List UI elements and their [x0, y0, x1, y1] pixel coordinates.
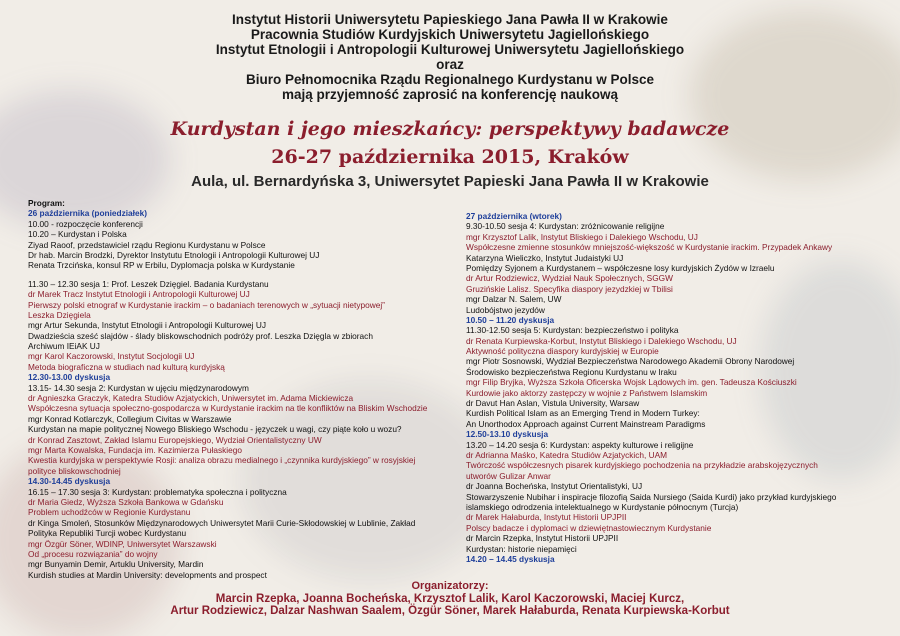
program-line: Kurdish Political Islam as an Emerging Trend in Modern Turkey: [466, 408, 700, 419]
conference-venue: Aula, ul. Bernardyńska 3, Uniwersytet Papieski Jana Pawła II w Krakowie [191, 173, 709, 190]
program-line: Polscy badacze i dyplomaci w dziewiętnastowiecznym Kurdystanie [466, 522, 712, 533]
conference-dates: 26-27 października 2015, Kraków [271, 146, 629, 168]
program-line: Pierwszy polski etnograf w Kurdystanie irackim – o badaniach terenowych w „sytuacji nietypowej” [28, 299, 385, 310]
program-line: Katarzyna Wieliczko, Instytut Judaistyki UJ [466, 252, 624, 263]
program-line: Archiwum IEiAK UJ [28, 341, 100, 352]
program-line: 13.20 – 14.20 sesja 6: Kurdystan: aspekty kulturowe i religijne [466, 439, 694, 450]
program-line: mgr Özgür Söner, WDINP, Uniwersytet Warszawski [28, 538, 217, 549]
program-line: 14.30-14.45 dyskusja [28, 476, 111, 487]
program-line: 16.15 – 17.30 sesja 3: Kurdystan: problematyka społeczna i polityczna [28, 486, 287, 497]
organizers-line: Artur Rodziewicz, Dalzar Nashwan Saalem, Özgür Söner, Marek Hałaburda, Renata Kurpiewska-Korbut [170, 605, 730, 617]
program-line: dr Renata Kurpiewska-Korbut, Instytut Bliskiego i Dalekiego Wschodu, UJ [466, 335, 737, 346]
program-line: mgr Konrad Kotlarczyk, Collegium Civitas w Warszawie [28, 413, 232, 424]
program-line: 10.20 – Kurdystan i Polska [28, 229, 127, 240]
program-line: Dr hab. Marcin Brodzki, Dyrektor Instytutu Etnologii i Antropologii Kulturowej UJ [28, 249, 320, 260]
program-line: mgr Karol Kaczorowski, Instytut Socjologii UJ [28, 351, 195, 362]
program-line: Leszka Dzięgiela [28, 309, 91, 320]
program-line: Współczesne zmienne stosunków mniejszość-większość w Kurdystanie irackim. Przypadek Ankawy [466, 242, 833, 253]
program-line: Metoda biograficzna w studiach nad kulturą kurdyjską [28, 361, 225, 372]
program-day-2 [466, 211, 886, 564]
program-line: mgr Dalzar N. Salem, UW [466, 294, 562, 305]
program-line: Współczesna sytuacja społeczno-gospodarcza w Kurdystanie irackim na tle konfliktów na Bliskim Wschodzie [28, 403, 428, 414]
program-line: 11.30 – 12.30 sesja 1: Prof. Leszek Dzięgiel. Badania Kurdystanu [28, 278, 269, 289]
program-line: Gruzińskie Lalisz. Specyfika diaspory jezydzkiej w Tbilisi [466, 283, 673, 294]
program-line: mgr Marta Kowalska, Fundacja im. Kazimierza Pułaskiego [28, 444, 242, 455]
program-line: Ludobójstwo jezydów [466, 304, 545, 315]
program-line: 10.50 – 11.20 dyskusja [466, 314, 555, 325]
program-line: mgr Piotr Sosnowski, Wydział Bezpieczeństwa Narodowego Akademii Obrony Narodowej [466, 356, 795, 367]
program-line: polityce bliskowschodniej [28, 465, 121, 476]
program-line: Ziyad Raoof, przedstawiciel rządu Regionu Kurdystanu w Polsce [28, 239, 266, 250]
program-line: dr Marek Tracz Instytut Etnologii i Antropologii Kulturowej UJ [28, 289, 250, 300]
program-line: 27 października (wtorek) [466, 211, 562, 221]
program-line: dr Davut Han Aslan, Vistula University, Warsaw [466, 398, 640, 409]
program-line: dr Agnieszka Graczyk, Katedra Studiów Azjatyckich, Uniwersytet im. Adama Mickiewicza [28, 393, 354, 404]
program-line: 13.15- 14.30 sesja 2: Kurdystan w ujęciu międzynarodowym [28, 382, 249, 393]
program-line: mgr Filip Bryjka, Wyższa Szkoła Oficerska Wojsk Lądowych im. gen. Tadeusza Kościuszki [466, 377, 797, 388]
conference-title: Kurdystan i jego mieszkańcy: perspektywy badawcze [170, 118, 730, 140]
program-line: Kurdystan na mapie politycznej Nowego Bliskiego Wschodu - języczek u wagi, czy piąte koło u wozu? [28, 424, 402, 435]
program-line: dr Joanna Bocheńska, Instytut Orientalistyki, UJ [466, 481, 643, 492]
header-line: oraz [436, 57, 464, 72]
program-line: Kurdowie jako aktorzy zastępczy w wojnie z Państwem Islamskim [466, 387, 708, 398]
program-line: Kurdystan: historie niepamięci [466, 543, 577, 554]
program-line: Dwadzieścia sześć slajdów - ślady bliskowschodnich podróży prof. Leszka Dzięgla w zbiorach [28, 330, 373, 341]
program-line: An Unorthodox Approach against Current Mainstream Paradigms [466, 418, 706, 429]
organizers-line: Marcin Rzepka, Joanna Bocheńska, Krzysztof Lalik, Karol Kaczorowski, Maciej Kurcz, [215, 592, 685, 605]
program-line: Program: [28, 198, 65, 208]
program-line: Pomiędzy Syjonem a Kurdystanem – współczesne losy kurdyjskich Żydów w Izraelu [466, 262, 775, 273]
program-line: Środowisko bezpieczeństwa Regionu Kurdystanu w Iraku [466, 366, 677, 377]
program-line [28, 271, 443, 279]
program-line: 9.30-10.50 sesja 4: Kurdystan: zróżnicowanie religijne [466, 221, 665, 232]
program-line: 26 października (poniedziałek) [28, 208, 147, 219]
program-line: dr Marcin Rzepka, Instytut Historii UPJPII [466, 533, 619, 544]
header-line: mają przyjemność zaprosić na konferencję naukową [281, 87, 619, 102]
program-line: utworów Gulizar Anwar [466, 470, 551, 481]
program-line: Aktywność polityczna diaspory kurdyjskiej w Europie [466, 346, 659, 357]
program-line: mgr Krzysztof Lalik, Instytut Bliskiego i Dalekiego Wschodu, UJ [466, 231, 698, 242]
program-line: 10.00 - rozpoczęcie konferencji [28, 218, 143, 229]
organizers [0, 580, 900, 618]
header-line: Instytut Historii Uniwersytetu Papieskiego Jana Pawła II w Krakowie [232, 12, 668, 27]
program-line: 12.50-13.10 dyskusja [466, 429, 549, 440]
program-line: Kwestia kurdyjska w perspektywie Rosji: analiza obrazu medialnego i „czynnika kurdyjskiego” w rosyjskiej [28, 455, 416, 466]
program-line: Kurdish studies at Mardin University: developments and prospect [28, 569, 267, 580]
institutions-header [0, 12, 900, 102]
header-line: Biuro Pełnomocnika Rządu Regionalnego Kurdystanu w Polsce [245, 72, 655, 87]
program-line: 14.20 – 14.45 dyskusja [466, 553, 555, 564]
program-line: dr Marek Hałaburda, Instytut Historii UPJPII [466, 512, 627, 523]
program-line: dr Kinga Smoleń, Stosunków Międzynarodowych Uniwersytet Marii Curie-Skłodowskiej w Lublinie, Zakład [28, 517, 416, 528]
program-line: Twórczość współczesnych pisarek kurdyjskiego pochodzenia na przykładzie arabskojęzycznych [466, 460, 818, 471]
program-line: dr Konrad Zasztowt, Zakład Islamu Europejskiego, Wydział Orientalistyczny UW [28, 434, 322, 445]
program-line: Renata Trzcińska, konsul RP w Erbilu, Dyplomacja polska w Kurdystanie [28, 260, 295, 271]
program-line: mgr Artur Sekunda, Instytut Etnologii i Antropologii Kulturowej UJ [28, 320, 266, 331]
program-day-1 [28, 198, 443, 580]
header-line: Instytut Etnologii i Antropologii Kulturowej Uniwersytetu Jagiellońskiego [215, 42, 685, 57]
program-line: Polityka Republiki Turcji wobec Kurdystanu [28, 528, 187, 539]
program-line: Stowarzyszenie Nubihar i inspiracje filozofią Saida Nursiego (Saida Kurdi) jako przykład kurdyjskiego [466, 491, 837, 502]
program-line: Od „procesu rozwiązania” do wojny [28, 548, 158, 559]
program-line: dr Maria Giedz, Wyższa Szkoła Bankowa w Gdańsku [28, 496, 224, 507]
organizers-label: Organizatorzy: [411, 580, 489, 592]
program-line: mgr Bunyamin Demir, Artuklu University, Mardin [28, 559, 204, 570]
program-line: islamskiego odrodzenia intelektualnego w Kurdystanie północnym (Turcja) [466, 501, 739, 512]
program-line: 11.30-12.50 sesja 5: Kurdystan: bezpieczeństwo i polityka [466, 325, 679, 336]
program-line: dr Adrianna Maśko, Katedra Studiów Azjatyckich, UAM [466, 449, 668, 460]
program-line: Problem uchodźców w Regionie Kurdystanu [28, 507, 191, 518]
header-line: Pracownia Studiów Kurdyjskich Uniwersytetu Jagiellońskiego [250, 27, 650, 42]
program-line: dr Artur Rodziewicz, Wydział Nauk Społecznych, SGGW [466, 273, 673, 284]
program-line: 12.30-13.00 dyskusja [28, 372, 111, 383]
